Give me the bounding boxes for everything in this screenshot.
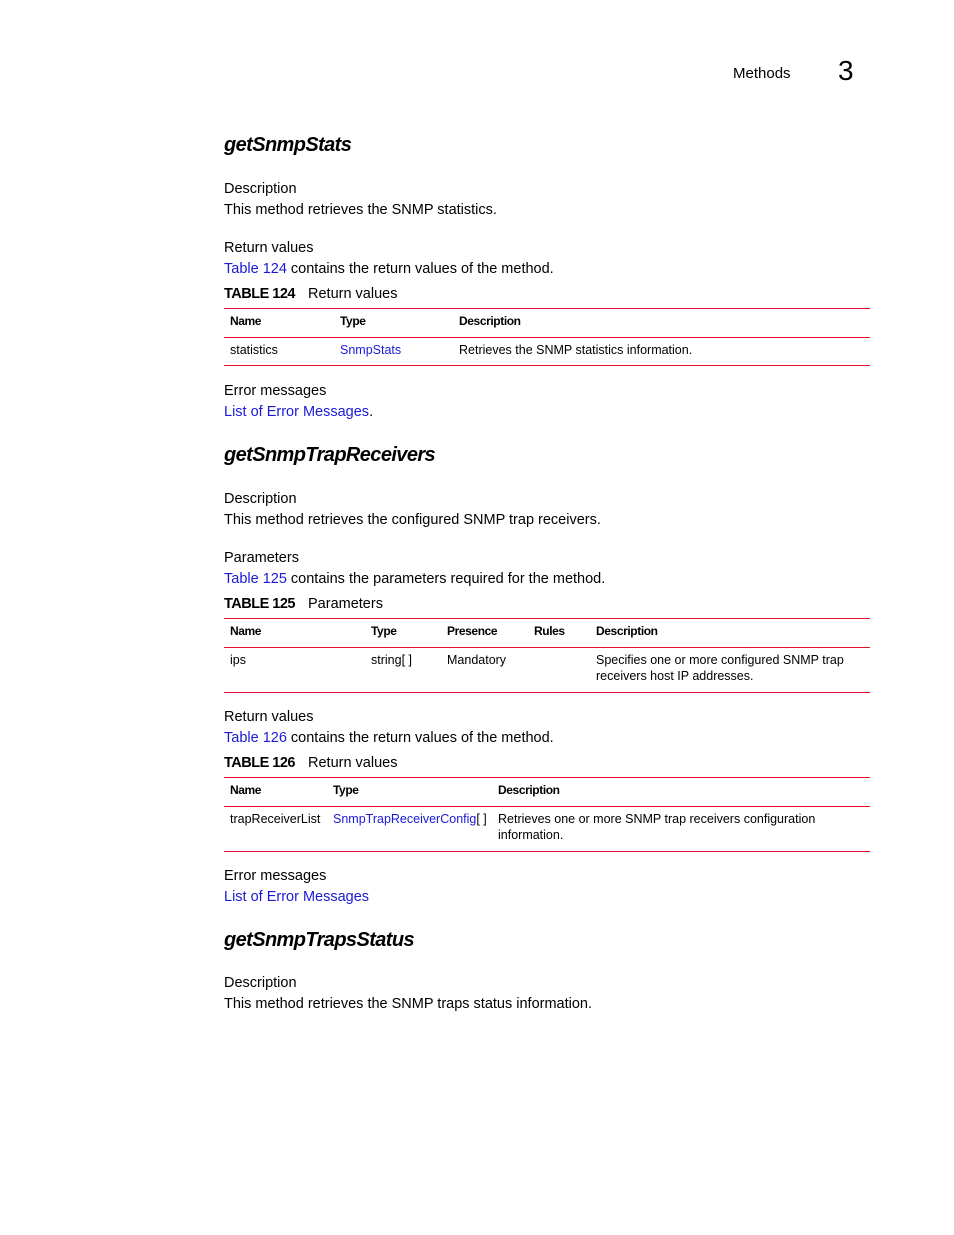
col-header-type: Type (333, 783, 359, 797)
error-list-link[interactable]: List of Error Messages (224, 404, 370, 420)
cell-description: Retrieves one or more SNMP trap receivers configuration information. (498, 812, 816, 842)
col-header-type: Type (340, 314, 366, 328)
table-caption-text: Return values (308, 286, 398, 302)
table-row (224, 648, 870, 692)
running-header-section: Methods (733, 65, 791, 82)
table-caption-text: Parameters (308, 596, 383, 612)
table-number: TABLE 125 (224, 596, 295, 612)
error-messages-text (224, 889, 369, 905)
description-heading: Description (224, 181, 297, 197)
snmpstats-link[interactable]: SnmpStats (340, 343, 402, 357)
description-text: This method retrieves the SNMP statistics. (224, 202, 497, 218)
error-messages-heading: Error messages (224, 868, 327, 884)
error-list-link[interactable]: List of Error Messages (224, 889, 370, 905)
description-text: This method retrieves the configured SNMP trap receivers. (224, 512, 601, 528)
table-125 (224, 618, 870, 693)
cell-type: string[ ] (371, 653, 412, 667)
col-header-presence: Presence (447, 624, 498, 638)
table-row (224, 807, 870, 851)
snmptrapreceiverconfig-link[interactable]: SnmpTrapReceiverConfig (333, 812, 477, 826)
description-heading: Description (224, 975, 297, 991)
cell-name: statistics (230, 343, 278, 357)
description-text: This method retrieves the SNMP traps status information. (224, 996, 593, 1012)
table-row (224, 338, 870, 365)
col-header-name: Name (230, 624, 262, 638)
error-messages-heading: Error messages (224, 383, 327, 399)
return-values-heading: Return values (224, 709, 314, 725)
table-number: TABLE 124 (224, 286, 295, 302)
col-header-description: Description (596, 624, 658, 638)
section-title-getsnmptrapsstatus: getSnmpTrapsStatus (224, 929, 414, 951)
table-header-row (224, 778, 870, 807)
table-caption (224, 286, 397, 302)
section-title-getsnmptrapreceivers: getSnmpTrapReceivers (224, 444, 436, 466)
table-header-row (224, 309, 870, 338)
cell-name: ips (230, 653, 246, 667)
col-header-name: Name (230, 783, 262, 797)
return-values-heading: Return values (224, 240, 314, 256)
table-126-link[interactable]: Table 126 (224, 730, 287, 746)
col-header-description: Description (459, 314, 521, 328)
chapter-number: 3 (838, 55, 854, 86)
cell-presence: Mandatory (447, 653, 507, 667)
col-header-name: Name (230, 314, 262, 328)
col-header-rules: Rules (534, 624, 565, 638)
table-number: TABLE 126 (224, 755, 295, 771)
return-values-text: Table 126 contains the return values of the method. (224, 730, 554, 746)
parameters-text: Table 125 contains the parameters required for the method. (224, 571, 606, 587)
col-header-type: Type (371, 624, 397, 638)
table-caption-text: Return values (308, 755, 398, 771)
table-header-row (224, 619, 870, 648)
return-values-text (224, 261, 554, 277)
table-125-link[interactable]: Table 125 (224, 571, 287, 587)
cell-description: Specifies one or more configured SNMP trap receivers host IP addresses. (596, 653, 844, 683)
cell-description: Retrieves the SNMP statistics information. (459, 343, 693, 357)
return-values-sentence: contains the return values of the method. (286, 261, 554, 277)
description-heading: Description (224, 491, 297, 507)
table-caption (224, 755, 397, 771)
cell-type: SnmpTrapReceiverConfig[ ] (333, 812, 487, 826)
table-caption (224, 596, 383, 612)
col-header-description: Description (498, 783, 560, 797)
cell-rules (528, 650, 590, 692)
cell-name: trapReceiverList (230, 812, 321, 826)
table-124 (224, 308, 870, 366)
section-title-getsnmpstats: getSnmpStats (224, 134, 352, 156)
table-124-link[interactable]: Table 124 (224, 261, 287, 277)
parameters-heading: Parameters (224, 550, 299, 566)
error-messages-text: List of Error Messages. (224, 404, 374, 420)
table-126 (224, 777, 870, 852)
